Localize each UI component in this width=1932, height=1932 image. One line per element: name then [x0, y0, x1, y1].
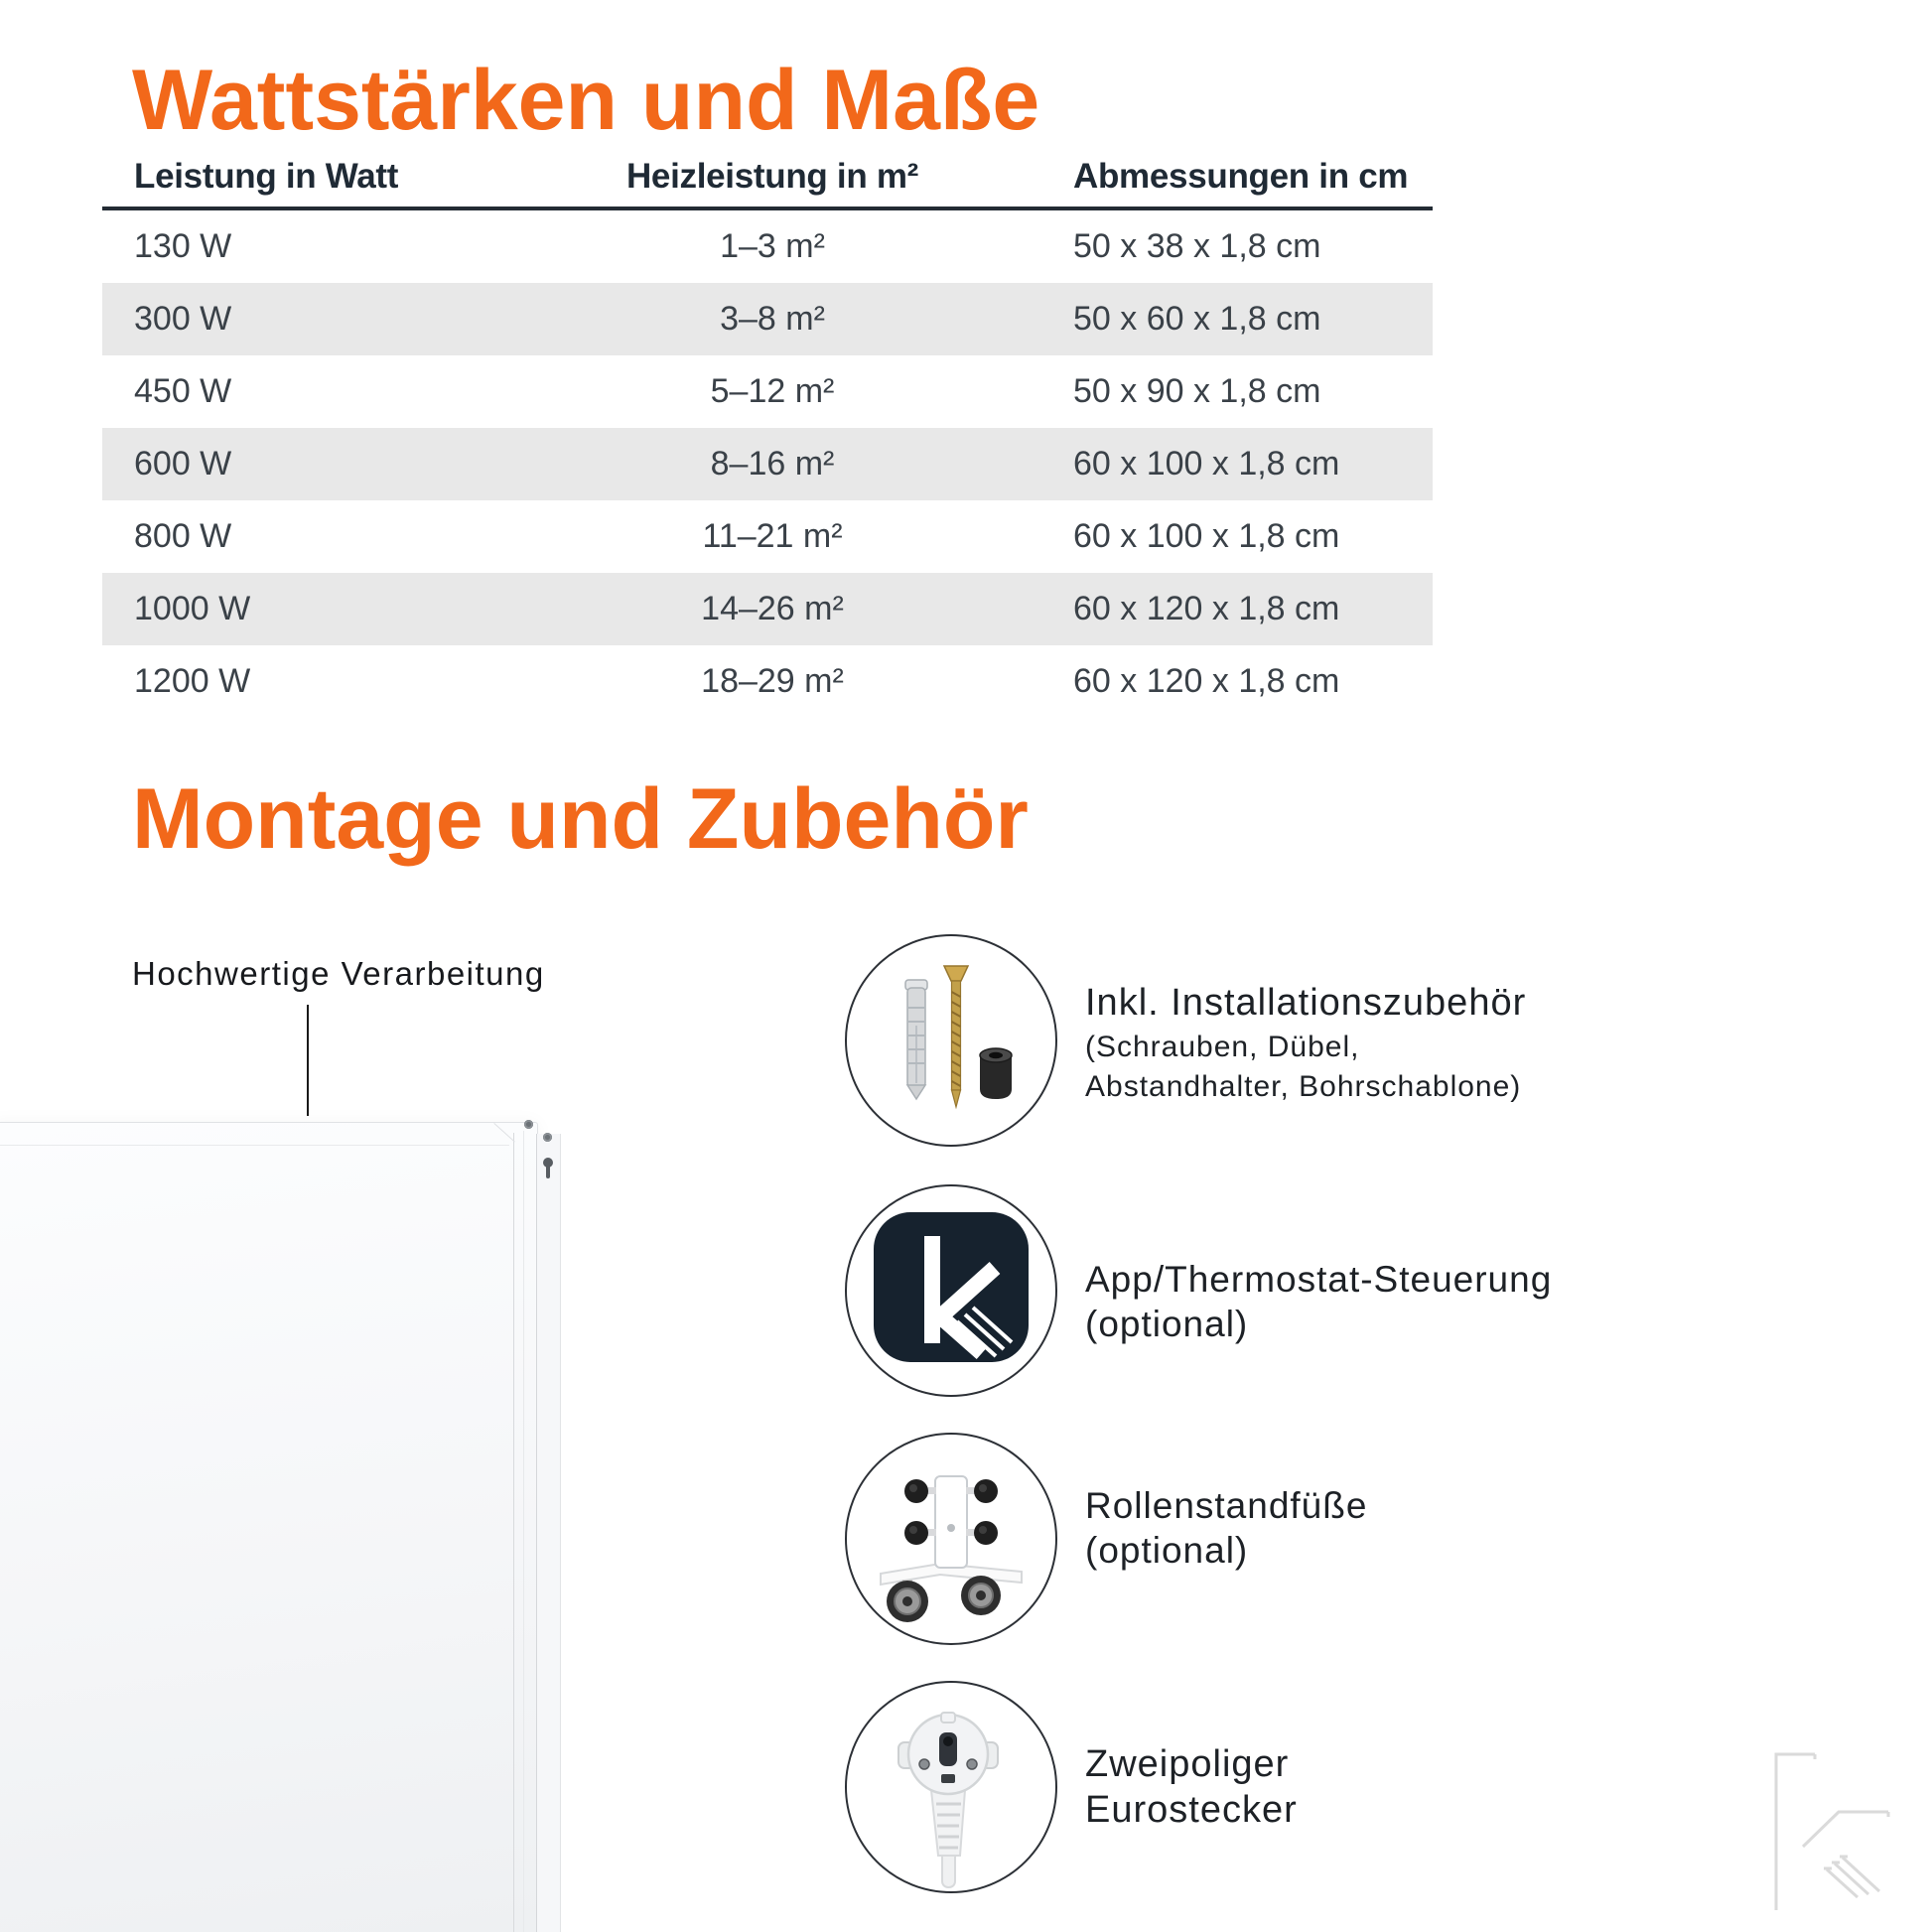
cell-power: 600 W — [134, 445, 232, 483]
cell-power: 1200 W — [134, 662, 251, 700]
cell-power: 130 W — [134, 227, 232, 265]
column-header-coverage: Heizleistung in m² — [625, 157, 919, 196]
cell-power: 1000 W — [134, 590, 251, 627]
table-header-row — [102, 149, 1433, 210]
roller-stand-icon — [845, 1433, 1057, 1645]
panel-screw-icon — [524, 1120, 533, 1129]
wattage-table — [102, 149, 1433, 718]
section-title-wattage: Wattstärken und Maße — [132, 53, 1040, 148]
feature-text-plug — [1085, 1741, 1298, 1833]
cell-dimensions: 50 x 60 x 1,8 cm — [1073, 300, 1321, 338]
cell-coverage: 8–16 m² — [710, 445, 835, 483]
panel-top-fold — [0, 1145, 509, 1146]
cell-power: 800 W — [134, 517, 232, 555]
cell-coverage: 3–8 m² — [720, 300, 825, 338]
panel-corner-bevel — [493, 1123, 514, 1142]
cell-coverage: 5–12 m² — [710, 372, 835, 410]
panel-caption: Hochwertige Verarbeitung — [132, 955, 545, 992]
feature-title: App/Thermostat-Steuerung — [1085, 1259, 1553, 1300]
feature-title: Zweipoliger — [1085, 1743, 1290, 1785]
cell-power: 450 W — [134, 372, 232, 410]
panel-right-fold — [513, 1133, 514, 1932]
table-row — [102, 428, 1433, 500]
table-row — [102, 355, 1433, 428]
cell-coverage: 14–26 m² — [701, 590, 844, 627]
feature-subtitle: (optional) — [1085, 1530, 1249, 1571]
panel-screw-icon — [543, 1133, 552, 1142]
brand-watermark-icon — [1727, 1688, 1932, 1932]
table-row — [102, 283, 1433, 355]
column-header-dimensions: Abmessungen in cm — [1073, 157, 1409, 196]
keyhole-mount-icon — [542, 1156, 554, 1183]
panel-right-fold — [523, 1131, 524, 1932]
cell-dimensions: 60 x 100 x 1,8 cm — [1073, 445, 1340, 483]
feature-subtitle: (Schrauben, Dübel, — [1085, 1031, 1360, 1063]
cell-dimensions: 60 x 120 x 1,8 cm — [1073, 662, 1340, 700]
cell-coverage: 11–21 m² — [702, 517, 843, 555]
section-title-montage: Montage und Zubehör — [132, 771, 1029, 867]
feature-subtitle: Eurostecker — [1085, 1789, 1298, 1831]
caption-pointer-line — [307, 1005, 309, 1116]
cell-dimensions: 50 x 38 x 1,8 cm — [1073, 227, 1321, 265]
feature-text-app — [1085, 1257, 1552, 1346]
euro-plug-icon — [845, 1681, 1057, 1893]
heating-panel-image — [0, 1122, 538, 1932]
installation-accessories-icon — [845, 934, 1057, 1147]
cell-power: 300 W — [134, 300, 232, 338]
feature-subtitle: (optional) — [1085, 1304, 1249, 1344]
cell-dimensions: 60 x 120 x 1,8 cm — [1073, 590, 1340, 627]
cell-dimensions: 60 x 100 x 1,8 cm — [1073, 517, 1340, 555]
table-row — [102, 645, 1433, 718]
feature-title: Inkl. Installationszubehör — [1085, 982, 1527, 1024]
cell-dimensions: 50 x 90 x 1,8 cm — [1073, 372, 1321, 410]
feature-title: Rollenstandfüße — [1085, 1485, 1368, 1526]
panel-mounting-rail — [536, 1134, 561, 1932]
feature-text-rollers — [1085, 1483, 1367, 1573]
table-row — [102, 500, 1433, 573]
table-row — [102, 573, 1433, 645]
column-header-power: Leistung in Watt — [134, 157, 399, 196]
feature-text-installation — [1085, 978, 1526, 1107]
feature-subtitle: Abstandhalter, Bohrschablone) — [1085, 1070, 1522, 1103]
cell-coverage: 1–3 m² — [720, 227, 825, 265]
app-thermostat-icon — [845, 1184, 1057, 1397]
cell-coverage: 18–29 m² — [701, 662, 844, 700]
table-row — [102, 210, 1433, 283]
